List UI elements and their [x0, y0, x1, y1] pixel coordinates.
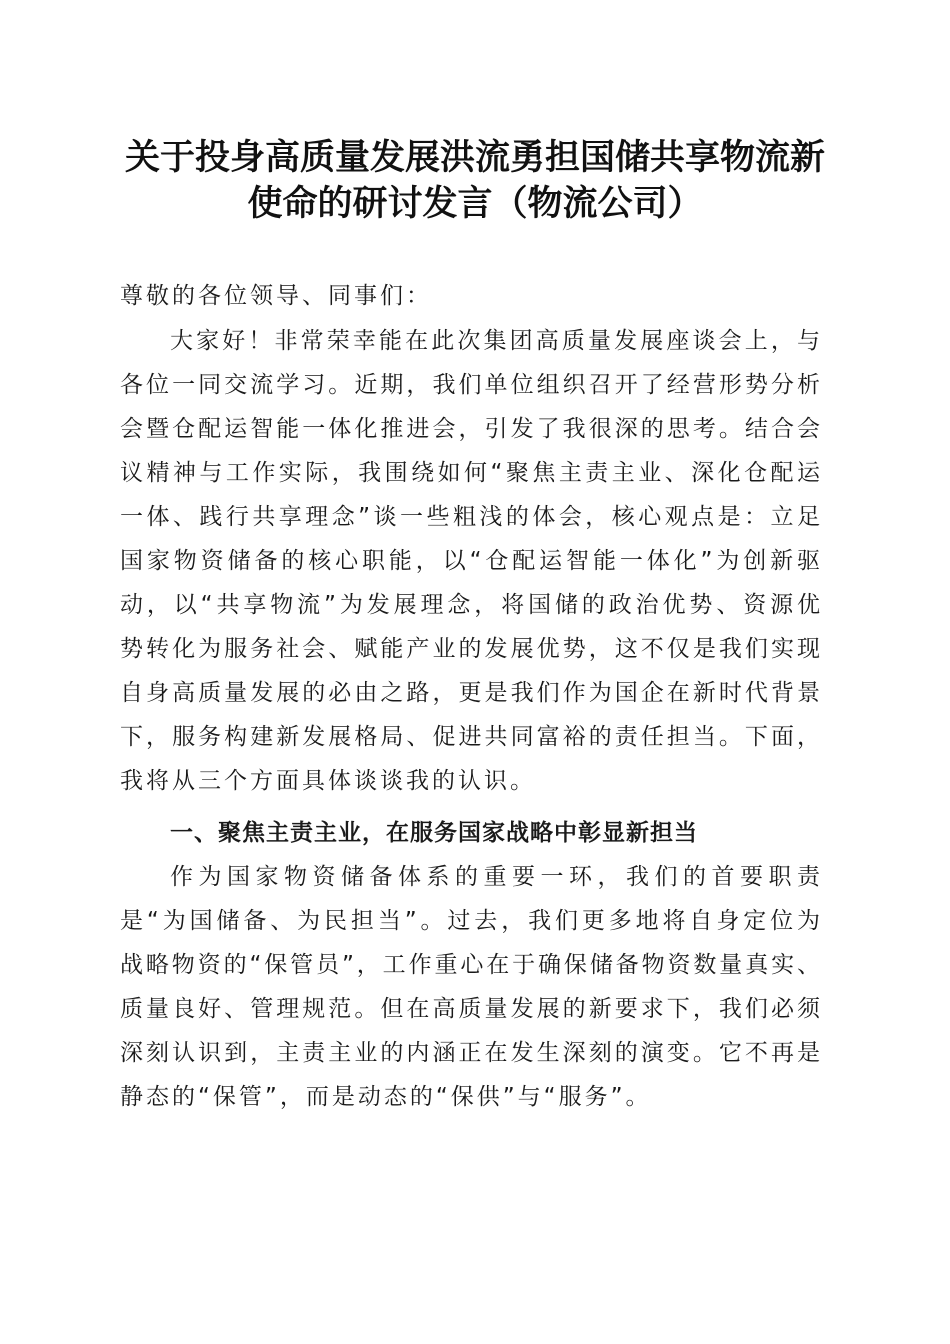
paragraph-2-line: 质量良好、管理规范。但在高质量发展的新要求下，我们必须 — [120, 996, 820, 1022]
paragraph-2-line: 深刻认识到，主责主业的内涵正在发生深刻的演变。它不再是 — [120, 1040, 820, 1066]
salutation: 尊敬的各位领导、同事们： — [120, 283, 432, 309]
paragraph-1-line: 下，服务构建新发展格局、促进共同富裕的责任担当。下面， — [120, 724, 820, 750]
section-heading-1: 一、聚焦主责主业，在服务国家战略中彰显新担当 — [170, 820, 698, 846]
paragraph-2-line: 战略物资的“保管员”，工作重心在于确保储备物资数量真实、 — [120, 952, 820, 978]
paragraph-1-line: 议精神与工作实际，我围绕如何“聚焦主责主业、深化仓配运 — [120, 460, 820, 486]
paragraph-1-line: 动，以“共享物流”为发展理念，将国储的政治优势、资源优 — [120, 592, 820, 618]
document-title-line-1: 关于投身高质量发展洪流勇担国储共享物流新 — [124, 137, 825, 178]
paragraph-1-line: 会暨仓配运智能一体化推进会，引发了我很深的思考。结合会 — [120, 416, 820, 442]
paragraph-2-line: 是“为国储备、为民担当”。过去，我们更多地将自身定位为 — [120, 908, 820, 934]
paragraph-1-line: 各位一同交流学习。近期，我们单位组织召开了经营形势分析 — [120, 372, 820, 398]
paragraph-2-line: 静态的“保管”，而是动态的“保供”与“服务”。 — [120, 1084, 652, 1110]
paragraph-1-line: 势转化为服务社会、赋能产业的发展优势，这不仅是我们实现 — [120, 636, 820, 662]
paragraph-1-line: 我将从三个方面具体谈谈我的认识。 — [120, 768, 536, 794]
document-title-line-2: 使命的研讨发言（物流公司） — [247, 183, 703, 224]
paragraph-1-line: 国家物资储备的核心职能，以“仓配运智能一体化”为创新驱 — [120, 548, 820, 574]
paragraph-1-line: 大家好！非常荣幸能在此次集团高质量发展座谈会上，与 — [170, 328, 820, 354]
paragraph-1-line: 自身高质量发展的必由之路，更是我们作为国企在新时代背景 — [120, 680, 820, 706]
paragraph-2-line: 作为国家物资储备体系的重要一环，我们的首要职责 — [170, 864, 820, 890]
paragraph-1-line: 一体、践行共享理念”谈一些粗浅的体会，核心观点是：立足 — [120, 504, 820, 530]
